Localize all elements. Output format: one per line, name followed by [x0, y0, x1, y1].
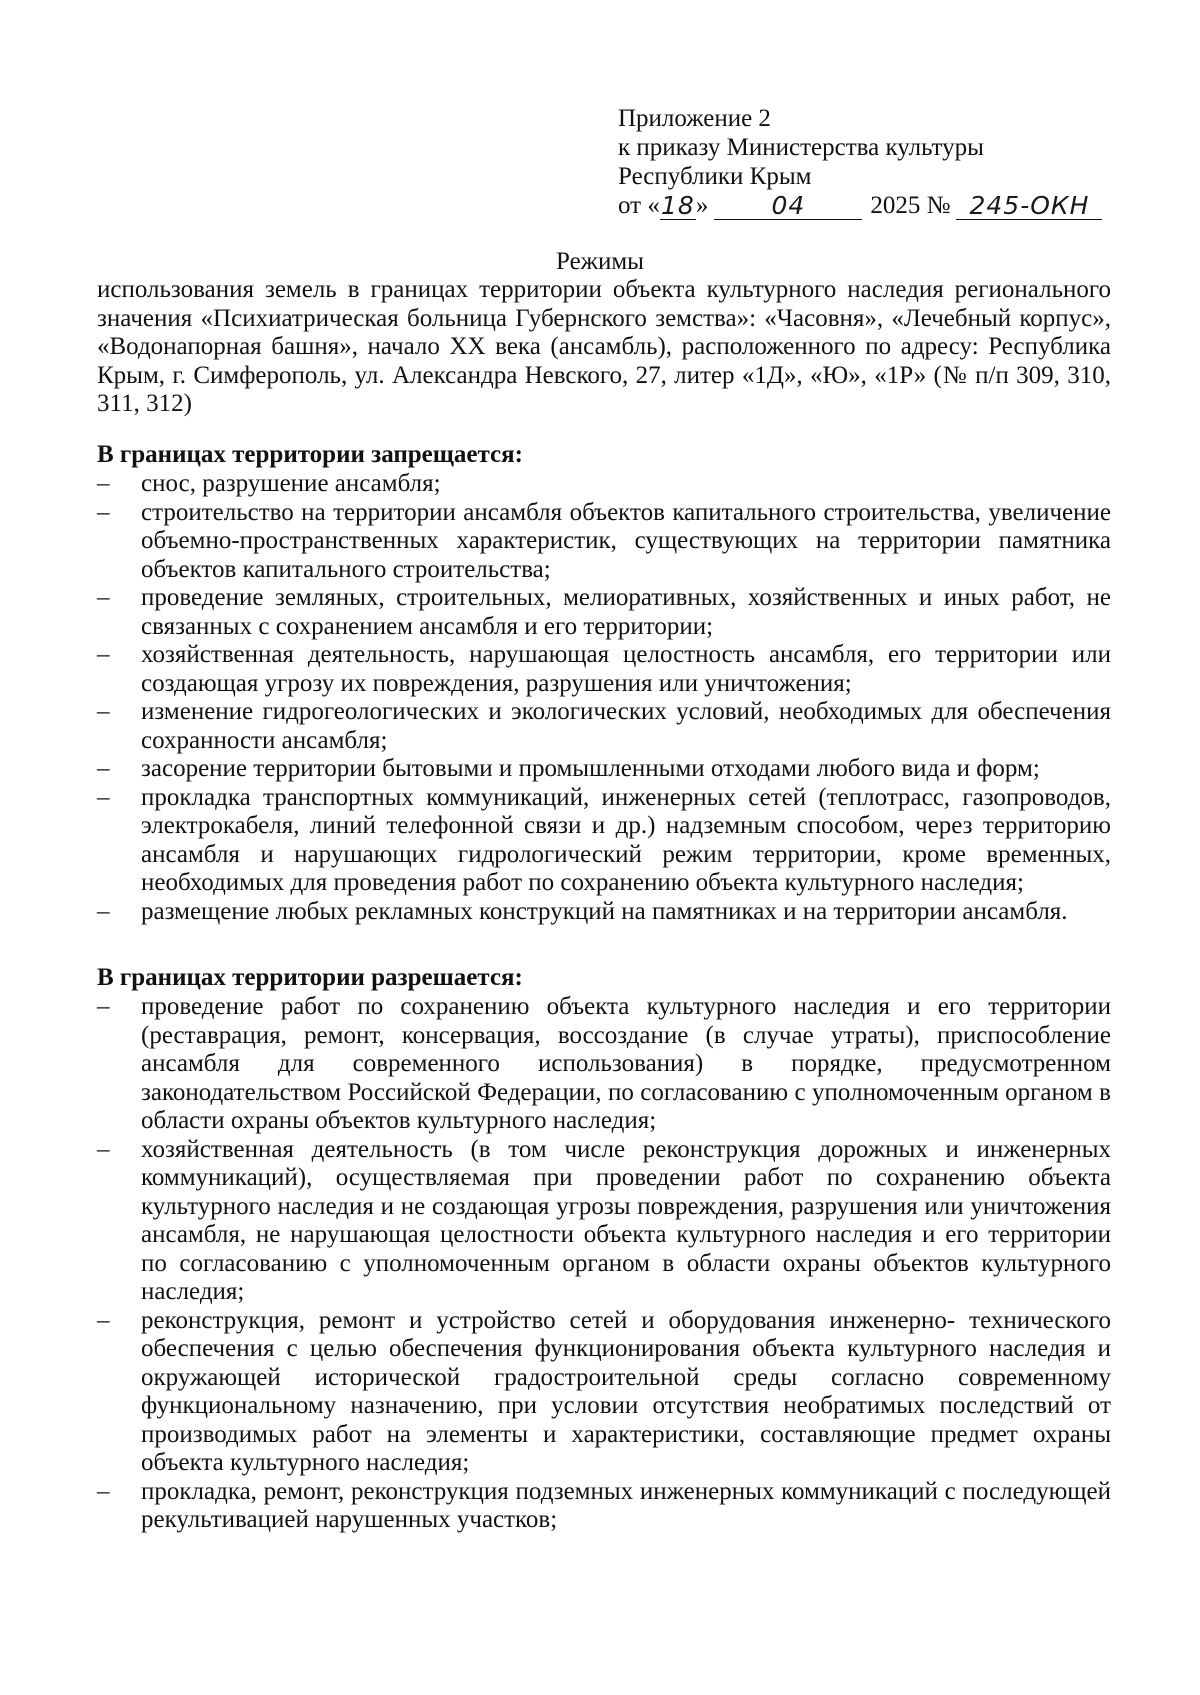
list-item	[97, 470, 1111, 499]
dash-bullet: –	[97, 993, 110, 1020]
list-item-text: проведение земляных, строительных, мелиоративных, хозяйственных и иных работ, не связанных с сохранением ансамбля и его территории;	[141, 584, 1111, 640]
list-item-text: прокладка транспортных коммуникаций, инженерных сетей (теплотрасс, газопроводов, электрокабеля, линий телефонной связи и др.) надземным способом, через территорию ансамбля и нарушающих гидрологический режим территории, кроме временных, необходимых для проведения работ по сохранению объекта культурного наследия;	[141, 783, 1111, 896]
dash-bullet: –	[97, 1477, 110, 1505]
list-item	[97, 993, 1111, 1136]
list-item	[97, 1307, 1111, 1478]
dash-bullet: –	[97, 1135, 110, 1163]
date-prefix: от «	[618, 192, 660, 219]
list-item	[97, 698, 1111, 755]
appendix-header	[618, 104, 1138, 220]
list-item-text: размещение любых рекламных конструкций на памятниках и на территории ансамбля.	[141, 897, 1068, 925]
handwritten-month: 04	[714, 193, 862, 220]
list-item-text: снос, разрушение ансамбля;	[141, 470, 441, 497]
list-item	[97, 1136, 1111, 1307]
order-date-line	[618, 191, 1138, 220]
prohibited-heading: В границах территории запрещается:	[97, 441, 524, 468]
handwritten-day: 18	[660, 191, 695, 220]
document-title: Режимы	[556, 248, 644, 275]
list-item-text: прокладка, ремонт, реконструкция подземных инженерных коммуникаций с последующей рекультивацией нарушенных участков;	[141, 1477, 1111, 1533]
list-item	[97, 1478, 1111, 1535]
dash-bullet: –	[97, 1306, 110, 1334]
dash-bullet: –	[97, 755, 110, 782]
handwritten-order-number: 245-ОКН	[956, 193, 1102, 220]
intro-paragraph: использования земель в границах территории объекта культурного наследия регионального значения «Психиатрическая больница Губернского земства»: «Часовня», «Лечебный корпус», «Водонапорная башня», начало XX века (ансамбль), расположенного по адресу: Республика Крым, г. Симферополь, ул. Александра Невского, 27, литер «1Д», «Ю», «1Р» (№ п/п 309, 310, 311, 312)	[97, 276, 1111, 417]
date-close-quote: »	[695, 192, 709, 219]
prohibited-list	[97, 470, 1111, 926]
list-item-text: хозяйственная деятельность, нарушающая целостность ансамбля, его территории или создающая угрозу их повреждения, разрушения или уничтожения;	[141, 641, 1111, 697]
list-item	[97, 499, 1111, 585]
list-item-text: изменение гидрогеологических и экологических условий, необходимых для обеспечения сохранности ансамбля;	[141, 698, 1111, 754]
appendix-order-ref: к приказу Министерства культуры	[618, 134, 984, 161]
dash-bullet: –	[97, 698, 110, 725]
dash-bullet: –	[97, 470, 110, 497]
list-item-text: проведение работ по сохранению объекта культурного наследия и его территории (реставрация, ремонт, консервация, воссоздание (в случае утраты), приспособление ансамбля для современного использования) в порядке, предусмотренном законодательством Российской Федерации, по согласованию с уполномоченным органом в области охраны объектов культурного наследия;	[141, 993, 1111, 1134]
allowed-heading: В границах территории разрешается:	[97, 964, 523, 991]
allowed-list	[97, 993, 1111, 1535]
list-item	[97, 898, 1111, 927]
list-item-text: строительство на территории ансамбля объектов капитального строительства, увеличение объемно-пространственных характеристик, существующих на территории памятника объектов капитального строительства;	[141, 498, 1111, 583]
list-item-text: хозяйственная деятельность (в том числе реконструкция дорожных и инженерных коммуникаций), осуществляемая при проведении работ по сохранению объекта культурного наследия и не создающая угрозы повреждения, разрушения или уничтожения ансамбля, не нарушающая целостности объекта культурного наследия и его территории по согласованию с уполномоченным органом в области охраны объектов культурного наследия;	[141, 1135, 1111, 1305]
appendix-number: Приложение 2	[618, 105, 771, 132]
list-item-text: засорение территории бытовыми и промышленными отходами любого вида и форм;	[141, 755, 1040, 782]
list-item	[97, 584, 1111, 641]
list-item	[97, 641, 1111, 698]
dash-bullet: –	[97, 584, 110, 611]
list-item-text: реконструкция, ремонт и устройство сетей и оборудования инженерно- технического обеспечения с целью обеспечения функционирования объекта культурного наследия и окружающей исторической градостроительной среды согласно современному функциональному назначению, при условии отсутствия необратимых последствий от производимых работ на элементы и характеристики, составляющие предмет охраны объекта культурного наследия;	[141, 1306, 1111, 1476]
dash-bullet: –	[97, 783, 110, 811]
date-year-label: 2025 №	[870, 192, 951, 219]
list-item	[97, 755, 1111, 784]
list-item	[97, 784, 1111, 898]
dash-bullet: –	[97, 897, 110, 925]
dash-bullet: –	[97, 641, 110, 668]
appendix-region: Республики Крым	[618, 163, 812, 190]
dash-bullet: –	[97, 498, 110, 526]
